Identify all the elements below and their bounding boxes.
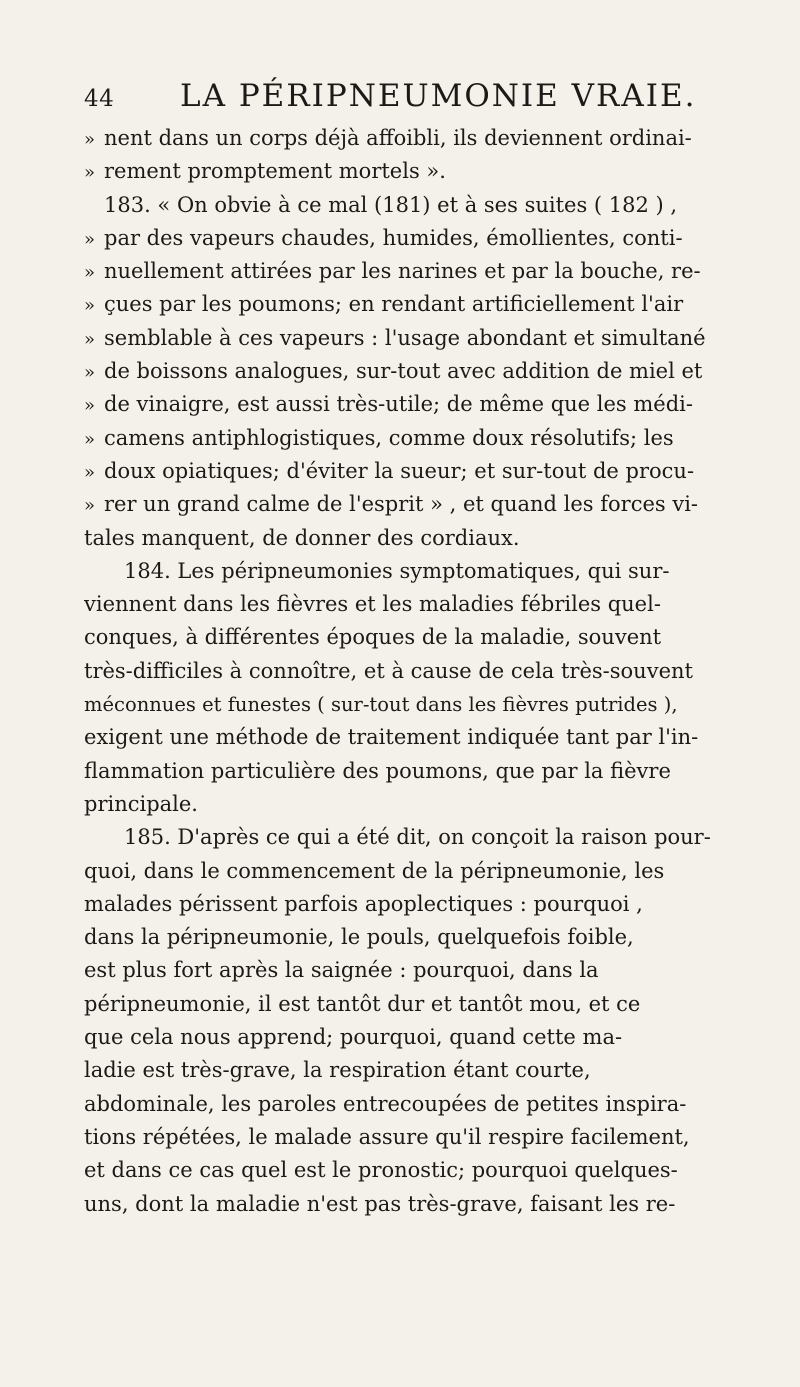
quote-mark: » — [84, 461, 96, 483]
text-line — [84, 621, 764, 654]
line-text: viennent dans les fièvres et les maladies fébriles quel- — [84, 592, 661, 617]
page-number: 44 — [84, 86, 115, 112]
line-text: doux opiatiques; d'éviter la sueur; et sur-tout de procu- — [104, 458, 695, 483]
line-text: camens antiphlogistiques, comme doux résolutifs; les — [104, 425, 674, 450]
text-line — [84, 988, 764, 1021]
text-line — [84, 155, 764, 188]
page-header — [84, 78, 697, 118]
line-text: malades périssent parfois apoplectiques : pourquoi , — [84, 891, 643, 916]
line-text: que cela nous apprend; pourquoi, quand cette ma- — [84, 1025, 623, 1050]
text-line — [84, 288, 764, 321]
line-text: 183. « On obvie à ce mal (181) et à ses suites ( 182 ) , — [104, 192, 678, 217]
quote-mark: » — [84, 295, 96, 317]
line-text: quoi, dans le commencement de la péripneumonie, les — [84, 858, 665, 883]
line-text: tions répétées, le malade assure qu'il respire facilement, — [84, 1124, 690, 1149]
quote-mark: » — [84, 362, 96, 384]
paragraph-start-line — [84, 555, 764, 588]
text-line — [84, 355, 764, 388]
line-text: très-difficiles à connoître, et à cause de cela très-souvent — [84, 658, 693, 683]
text-line — [84, 422, 764, 455]
quote-mark: » — [84, 228, 96, 250]
line-text: méconnues et funestes ( sur-tout dans les fièvres putrides ), — [84, 693, 678, 717]
line-text: çues par les poumons; en rendant artificiellement l'air — [104, 292, 684, 317]
line-text: tales manquent, de donner des cordiaux. — [84, 525, 520, 550]
line-text: et dans ce cas quel est le pronostic; pourquoi quelques- — [84, 1158, 678, 1183]
line-text: dans la péripneumonie, le pouls, quelquefois foible, — [84, 925, 634, 950]
text-line — [84, 688, 764, 721]
line-text: rer un grand calme de l'esprit » , et quand les forces vi- — [104, 492, 699, 517]
line-text: nuellement attirées par les narines et par la bouche, re- — [104, 259, 701, 284]
text-line — [84, 788, 764, 821]
line-text: conques, à différentes époques de la maladie, souvent — [84, 625, 662, 650]
line-text: flammation particulière des poumons, que par la fièvre — [84, 758, 671, 783]
line-text: de vinaigre, est aussi très-utile; de même que les médi- — [104, 392, 693, 417]
text-line — [84, 122, 764, 155]
text-line — [84, 1188, 764, 1221]
paragraph-start-line — [84, 821, 764, 854]
text-line — [84, 855, 764, 888]
paragraph-start-line — [84, 189, 764, 222]
line-text: de boissons analogues, sur-tout avec addition de miel et — [104, 359, 703, 384]
quote-mark: » — [84, 262, 96, 284]
text-line — [84, 954, 764, 987]
text-line — [84, 721, 764, 754]
text-line — [84, 522, 764, 555]
quote-mark: » — [84, 428, 96, 450]
quote-mark: » — [84, 129, 96, 150]
line-text: uns, dont la maladie n'est pas très-grave, faisant les re- — [84, 1191, 676, 1216]
text-line — [84, 888, 764, 921]
text-line — [84, 588, 764, 621]
line-text: 185. D'après ce qui a été dit, on conçoit la raison pour- — [124, 825, 711, 850]
text-line — [84, 1088, 764, 1121]
text-line — [84, 322, 764, 355]
line-text: 184. Les péripneumonies symptomatiques, qui sur- — [124, 558, 670, 583]
line-text: exigent une méthode de traitement indiquée tant par l'in- — [84, 725, 699, 750]
text-line — [84, 655, 764, 688]
text-line — [84, 755, 764, 788]
line-text: principale. — [84, 791, 198, 816]
text-line — [84, 1154, 764, 1187]
text-line — [84, 1054, 764, 1087]
text-line — [84, 388, 764, 421]
text-line — [84, 488, 764, 521]
line-text: par des vapeurs chaudes, humides, émollientes, conti- — [104, 225, 683, 250]
body-text — [84, 122, 764, 1221]
line-text: semblable à ces vapeurs : l'usage abondant et simultané — [104, 325, 706, 350]
quote-mark: » — [84, 395, 96, 417]
quote-mark: » — [84, 328, 96, 350]
text-line — [84, 222, 764, 255]
line-text: ladie est très-grave, la respiration étant courte, — [84, 1058, 591, 1083]
line-text: rement promptement mortels ». — [104, 159, 446, 184]
line-text: nent dans un corps déjà affoibli, ils deviennent ordinai- — [104, 126, 692, 150]
quote-mark: » — [84, 495, 96, 517]
text-line — [84, 1121, 764, 1154]
line-text: abdominale, les paroles entrecoupées de petites inspira- — [84, 1091, 687, 1116]
text-line — [84, 255, 764, 288]
text-line — [84, 921, 764, 954]
quote-mark: » — [84, 162, 96, 184]
line-text: péripneumonie, il est tantôt dur et tantôt mou, et ce — [84, 991, 641, 1016]
running-title: LA PÉRIPNEUMONIE VRAIE. — [180, 78, 697, 114]
text-line — [84, 455, 764, 488]
text-line — [84, 1021, 764, 1054]
line-text: est plus fort après la saignée : pourquoi, dans la — [84, 958, 599, 983]
